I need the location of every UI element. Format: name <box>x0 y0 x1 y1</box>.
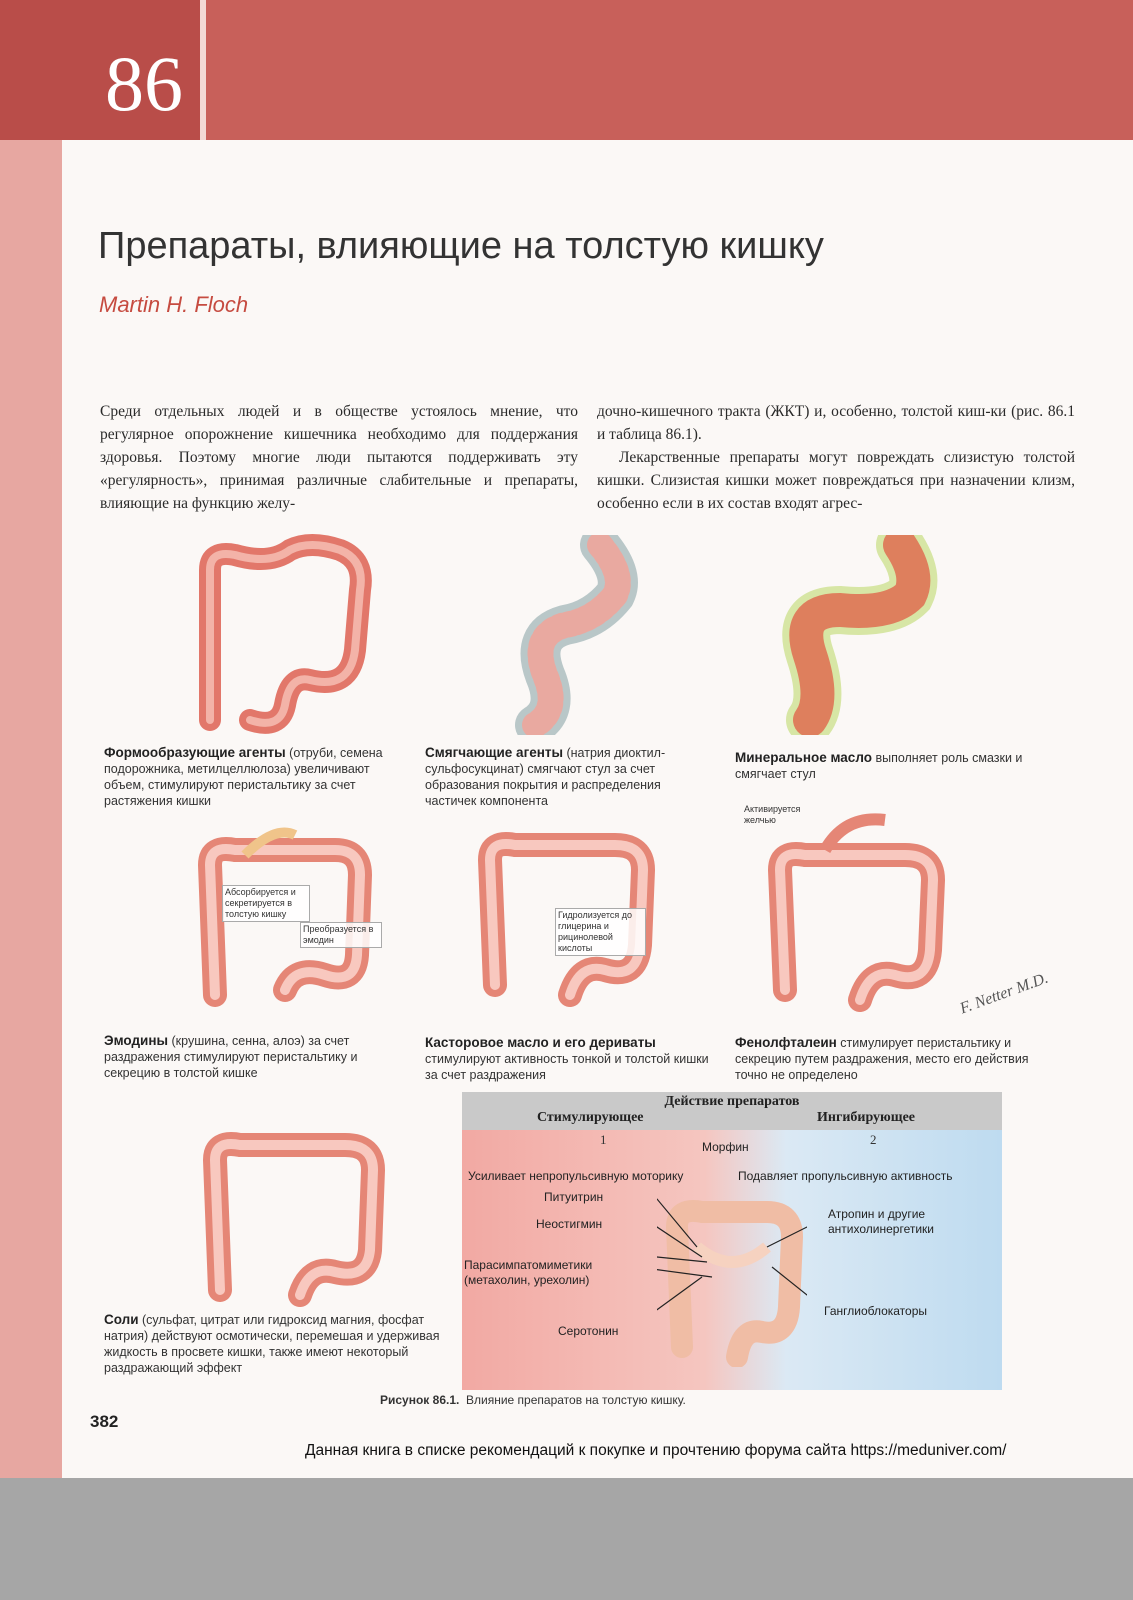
side-strip <box>0 140 62 1520</box>
label-nonpropulsive: Усиливает непропульсивную моторику <box>468 1169 684 1183</box>
figure-label: Рисунок 86.1. <box>380 1393 460 1407</box>
label-atropine: Атропин и другие антихолинергетики <box>828 1207 934 1236</box>
label-pituitrin: Питуитрин <box>544 1190 604 1204</box>
column-number-1: 1 <box>600 1132 607 1147</box>
caption-title: Касторовое масло и его дериваты <box>425 1035 656 1050</box>
stimulating-heading: Стимулирующее <box>537 1110 644 1125</box>
caption-bulking-agents <box>104 745 394 809</box>
intro-paragraph: Лекарственные препараты могут повреждать слизистую толстой кишки. Слизистая кишки может повреждаться при назначении клизм, особенно если в их состав входят агрес- <box>597 449 1075 512</box>
intro-paragraph: Среди отдельных людей и в обществе устоялось мнение, что регулярное опорожнение кишечника необходимо для поддержания здоровья. Поэтому многие люди пытаются поддерживать эту «регулярность», принимая различные слабительные и препараты, влияющие на функцию желу- <box>100 403 578 512</box>
intro-column-2 <box>597 400 1075 515</box>
label-hydrolyzed: Гидролизуется до глицерина и рицинолевой кислоты <box>555 908 646 956</box>
page-title: Препараты, влияющие на толстую кишку <box>98 225 824 267</box>
colon-illustration-salts <box>195 1110 395 1310</box>
caption-phenolphthalein <box>735 1035 1050 1083</box>
caption-title: Эмодины <box>104 1033 169 1048</box>
footer-note: Данная книга в списке рекомендаций к покупке и прочтению форума сайта https://meduniver.com/ <box>305 1442 1007 1459</box>
caption-title: Фенолфталеин <box>735 1035 837 1050</box>
caption-text: выполняет роль смазки и смягчает стул <box>735 751 1023 781</box>
label-propulsive: Подавляет пропульсивную активность <box>738 1169 953 1183</box>
label-converted: Преобразуется в эмодин <box>300 922 382 948</box>
inhibiting-heading: Ингибирующее <box>817 1110 915 1125</box>
caption-title: Формообразующие агенты <box>104 745 286 760</box>
column-number-2: 2 <box>870 1132 877 1147</box>
label-ganglioblockers: Ганглиоблокаторы <box>824 1304 928 1318</box>
caption-text: (натрия диоктил-сульфосукцинат) смягчают стул за счет образования покрытия и распределения частичек компонента <box>425 746 666 808</box>
colon-illustration-mineral-oil <box>770 535 960 735</box>
intro-column-1 <box>100 400 578 515</box>
caption-text: (сульфат, цитрат или гидроксид магния, фосфат натрия) действуют осмотически, перемешая и удерживая жидкость в просвете кишки, также имеют некоторый раздражающий эффект <box>104 1313 440 1375</box>
page-number: 382 <box>90 1412 119 1431</box>
caption-text: (крушина, сенна, алоэ) за счет раздражения стимулируют перистальтику и секрецию в толстой кишке <box>104 1034 358 1080</box>
caption-emodins <box>104 1033 394 1081</box>
caption-text: стимулирует перистальтику и секрецию путем раздражения, место его действия точно не определено <box>735 1036 1029 1082</box>
label-neostigmine: Неостигмин <box>536 1217 603 1231</box>
scan-bottom-strip <box>0 1478 1133 1600</box>
caption-text: (отруби, семена подорожника, метилцеллюлоза) увеличивают объем, стимулируют перистальтику за счет растяжения кишки <box>104 746 383 808</box>
colon-diagram <box>657 1187 807 1367</box>
panel-title: Действие препаратов <box>664 1094 800 1109</box>
header-divider <box>200 0 206 140</box>
intro-paragraph: дочно-кишечного тракта (ЖКТ) и, особенно, толстой киш-ки (рис. 86.1 и таблица 86.1). <box>597 403 1075 443</box>
drug-action-panel <box>462 1092 1002 1390</box>
figure-caption-text: Влияние препаратов на толстую кишку. <box>466 1393 686 1407</box>
colon-illustration-softeners <box>505 535 685 735</box>
caption-title: Смягчающие агенты <box>425 745 563 760</box>
caption-mineral-oil <box>735 750 1025 782</box>
artist-signature: F. Netter M.D. <box>957 969 1051 1018</box>
label-parasympathomimetics: Парасимпатомиметики (метахолин, урехолин) <box>464 1258 593 1287</box>
figure-caption <box>380 1393 686 1407</box>
caption-softeners <box>425 745 715 809</box>
colon-illustration-phenolphthalein <box>755 810 955 1020</box>
caption-text: стимулируют активность тонкой и толстой кишки за счет раздражения <box>425 1052 709 1082</box>
caption-salts <box>104 1312 459 1376</box>
caption-title: Минеральное масло <box>735 750 872 765</box>
label-serotonin: Серотонин <box>558 1324 619 1338</box>
chapter-number: 86 <box>105 40 183 127</box>
label-bile-activated: Активируется желчью <box>744 804 801 825</box>
caption-castor-oil <box>425 1035 720 1083</box>
label-morphine: Морфин <box>702 1140 749 1154</box>
caption-title: Соли <box>104 1312 139 1327</box>
label-absorbed: Абсорбируется и секретируется в толстую кишку <box>222 885 310 922</box>
author: Martin H. Floch <box>99 292 249 317</box>
colon-illustration-bulking <box>190 530 390 740</box>
